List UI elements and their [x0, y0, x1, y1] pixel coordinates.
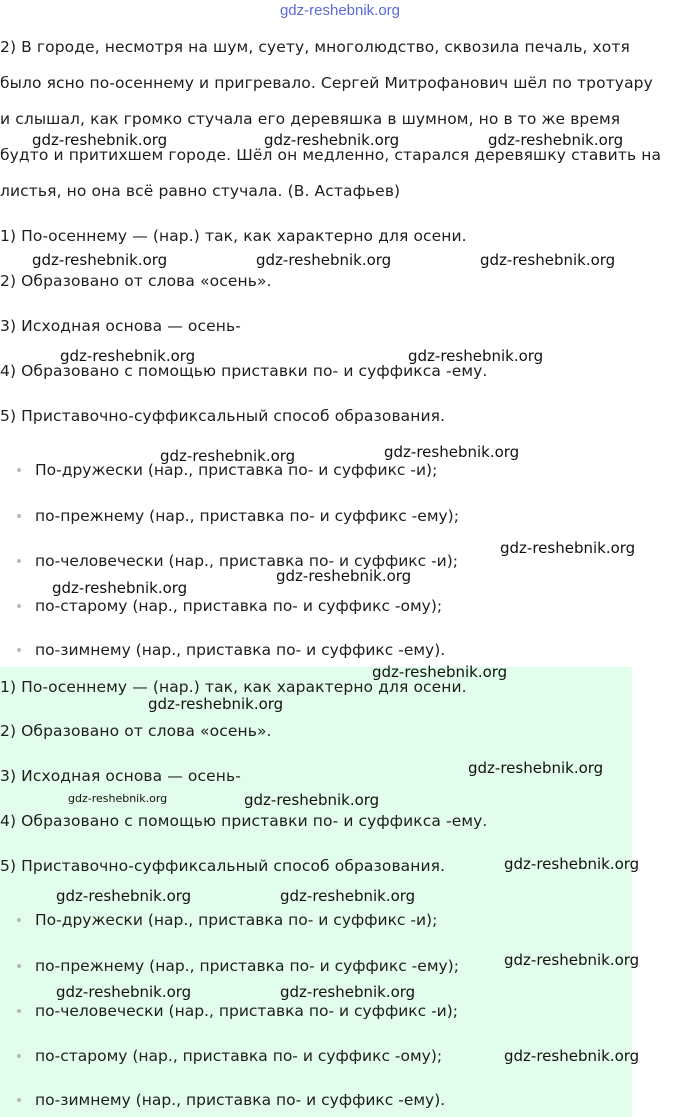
bullet-dot	[17, 964, 21, 968]
watermark-text: gdz-reshebnik.org	[56, 887, 192, 905]
example-item: По-дружески (нар., приставка по- и суффикс -и);	[35, 461, 438, 479]
paragraph-line: листья, но она всё равно стучала. (В. Астафьев)	[0, 182, 401, 200]
watermark-text: gdz-reshebnik.org	[32, 251, 168, 269]
bullet-dot	[17, 918, 21, 922]
watermark-text: gdz-reshebnik.org	[500, 539, 636, 557]
analysis-item-5: 5) Приставочно-суффиксальный способ образования.	[0, 857, 446, 875]
watermark-text: gdz-reshebnik.org	[468, 759, 604, 777]
example-item: по-старому (нар., приставка по- и суффикс -ому);	[35, 1047, 443, 1065]
bullet-dot	[17, 648, 21, 652]
site-watermark-top: gdz-reshebnik.org	[279, 2, 401, 19]
analysis-item-1: 1) По-осеннему — (нар.) так, как характерно для осени.	[0, 227, 467, 245]
analysis-item-2: 2) Образовано от слова «осень».	[0, 272, 272, 290]
watermark-text: gdz-reshebnik.org	[56, 983, 192, 1001]
bullet-dot	[17, 1098, 21, 1102]
example-item: по-человечески (нар., приставка по- и суффикс -и);	[35, 1002, 459, 1020]
example-item: По-дружески (нар., приставка по- и суффикс -и);	[35, 911, 438, 929]
analysis-item-2: 2) Образовано от слова «осень».	[0, 722, 272, 740]
paragraph-line: и слышал, как громко стучала его деревяшка в шумном, но в то же время	[0, 110, 621, 128]
watermark-text: gdz-reshebnik.org	[68, 792, 168, 805]
watermark-text: gdz-reshebnik.org	[280, 887, 416, 905]
bullet-dot	[17, 1054, 21, 1058]
example-item: по-зимнему (нар., приставка по- и суффикс -ему).	[35, 1091, 446, 1109]
watermark-text: gdz-reshebnik.org	[480, 251, 616, 269]
watermark-text: gdz-reshebnik.org	[60, 347, 196, 365]
watermark-text: gdz-reshebnik.org	[384, 443, 520, 461]
example-item: по-прежнему (нар., приставка по- и суффикс -ему);	[35, 957, 459, 975]
watermark-text: gdz-reshebnik.org	[256, 251, 392, 269]
watermark-text: gdz-reshebnik.org	[32, 131, 168, 149]
example-item: по-человечески (нар., приставка по- и суффикс -и);	[35, 552, 459, 570]
analysis-item-3: 3) Исходная основа — осень-	[0, 317, 241, 335]
example-item: по-старому (нар., приставка по- и суффикс -ому);	[35, 597, 443, 615]
paragraph-line: 2) В городе, несмотря на шум, суету, многолюдство, сквозила печаль, хотя	[0, 38, 630, 56]
analysis-item-4: 4) Образовано с помощью приставки по- и суффикса -ему.	[0, 812, 488, 830]
watermark-text: gdz-reshebnik.org	[488, 131, 624, 149]
watermark-text: gdz-reshebnik.org	[280, 983, 416, 1001]
paragraph-line: будто и притихшем городе. Шёл он медленно, старался деревяшку ставить на	[0, 146, 662, 164]
analysis-item-3: 3) Исходная основа — осень-	[0, 767, 241, 785]
bullet-dot	[17, 559, 21, 563]
bullet-dot	[17, 514, 21, 518]
watermark-text: gdz-reshebnik.org	[244, 791, 380, 809]
analysis-item-4: 4) Образовано с помощью приставки по- и суффикса -ему.	[0, 362, 488, 380]
analysis-item-5: 5) Приставочно-суффиксальный способ образования.	[0, 407, 446, 425]
paragraph-line: было ясно по-осеннему и пригревало. Сергей Митрофанович шёл по тротуару	[0, 74, 653, 92]
bullet-dot	[17, 1009, 21, 1013]
watermark-text: gdz-reshebnik.org	[504, 1047, 640, 1065]
bullet-dot	[17, 468, 21, 472]
watermark-text: gdz-reshebnik.org	[372, 663, 508, 681]
watermark-text: gdz-reshebnik.org	[504, 951, 640, 969]
example-item: по-зимнему (нар., приставка по- и суффикс -ему).	[35, 641, 446, 659]
watermark-text: gdz-reshebnik.org	[408, 347, 544, 365]
bullet-dot	[17, 604, 21, 608]
watermark-text: gdz-reshebnik.org	[276, 567, 412, 585]
watermark-text: gdz-reshebnik.org	[504, 855, 640, 873]
watermark-text: gdz-reshebnik.org	[160, 447, 296, 465]
watermark-text: gdz-reshebnik.org	[264, 131, 400, 149]
example-item: по-прежнему (нар., приставка по- и суффикс -ему);	[35, 507, 459, 525]
watermark-text: gdz-reshebnik.org	[52, 579, 188, 597]
watermark-text: gdz-reshebnik.org	[148, 695, 284, 713]
analysis-item-1: 1) По-осеннему — (нар.) так, как характерно для осени.	[0, 678, 467, 696]
